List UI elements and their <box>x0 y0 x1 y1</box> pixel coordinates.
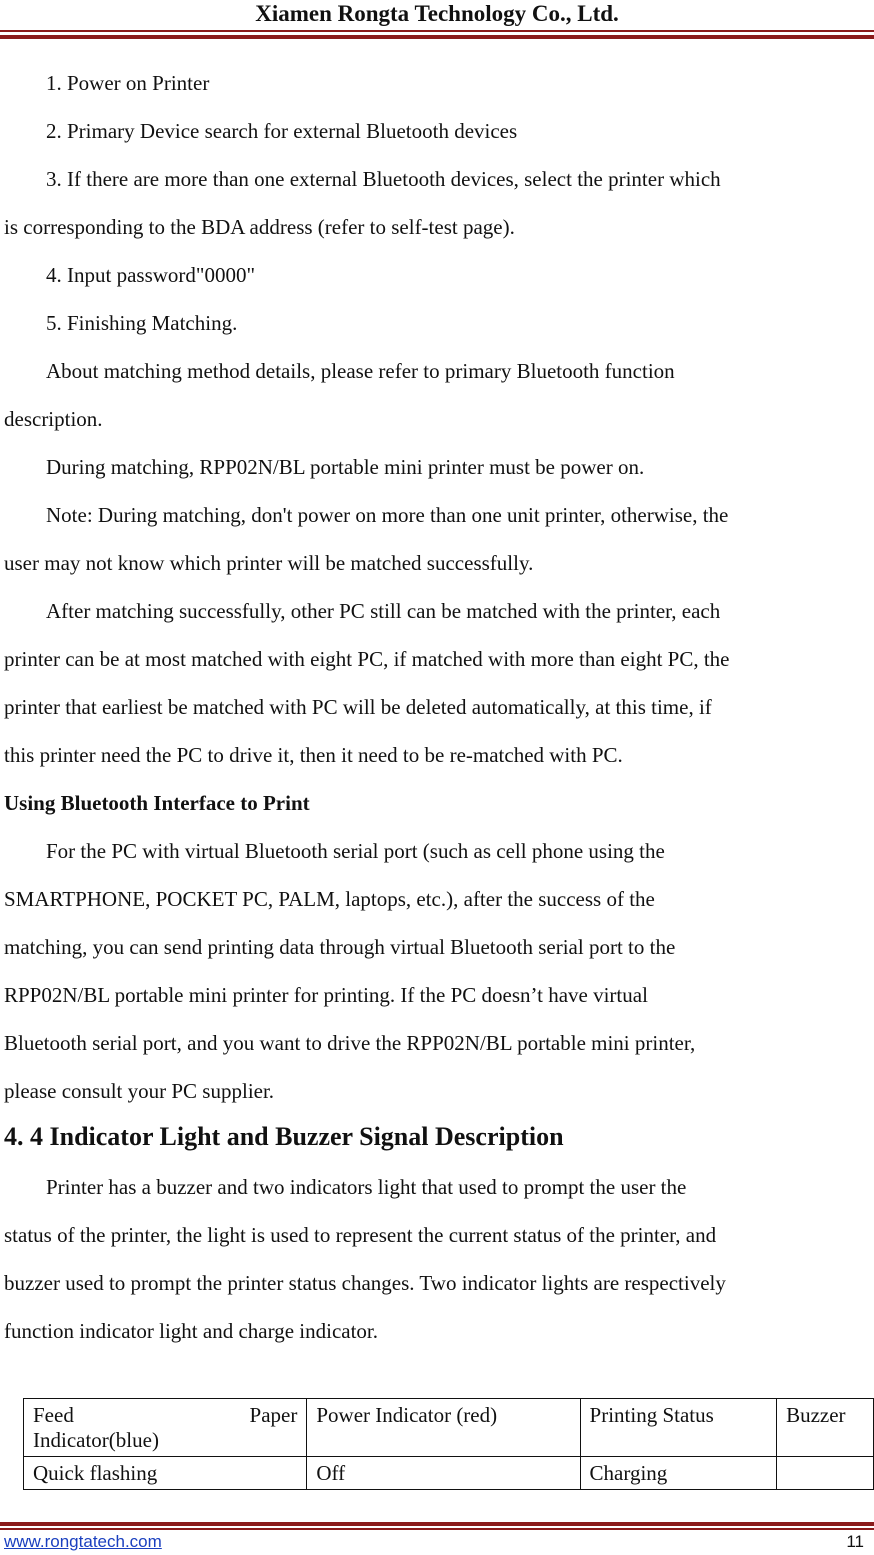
table-cell: Quick flashing <box>24 1457 307 1490</box>
table-row <box>24 1457 874 1490</box>
header-rule-thin <box>0 30 874 32</box>
desc-text-4: function indicator light and charge indicator. <box>4 1319 379 1343</box>
about-text-cont: description. <box>4 407 103 431</box>
pc-text-4: RPP02N/BL portable mini printer for printing. If the PC doesn’t have virtual <box>4 983 648 1007</box>
step-2: 2. Primary Device search for external Bluetooth devices <box>46 119 518 143</box>
table-cell <box>777 1457 874 1490</box>
footer-rule-thin <box>0 1528 874 1530</box>
step-3-cont: is corresponding to the BDA address (refer to self-test page). <box>4 215 515 239</box>
section-heading: 4. 4 Indicator Light and Buzzer Signal Description <box>4 1122 564 1151</box>
subheading: Using Bluetooth Interface to Print <box>4 791 310 815</box>
header-rule-thick <box>0 35 874 39</box>
table-cell: Off <box>307 1457 580 1490</box>
table-header-cell <box>24 1399 307 1457</box>
pc-text-2: SMARTPHONE, POCKET PC, PALM, laptops, etc.), after the success of the <box>4 887 655 911</box>
pc-text-5: Bluetooth serial port, and you want to drive the RPP02N/BL portable mini printer, <box>4 1031 696 1055</box>
after-text-3: printer that earliest be matched with PC will be deleted automatically, at this time, if <box>4 695 712 719</box>
page-number: 11 <box>846 1532 864 1551</box>
desc-text-3: buzzer used to prompt the printer status changes. Two indicator lights are respectively <box>4 1271 726 1295</box>
after-text-4: this printer need the PC to drive it, then it need to be re-matched with PC. <box>4 743 623 767</box>
footer-website-link[interactable]: www.rongtatech.com <box>4 1532 162 1551</box>
table-header-text: Feed <box>33 1403 74 1427</box>
during-text: During matching, RPP02N/BL portable mini printer must be power on. <box>46 455 645 479</box>
step-4: 4. Input password"0000" <box>46 263 256 287</box>
table-header-cell: Buzzer <box>777 1399 874 1457</box>
step-5: 5. Finishing Matching. <box>46 311 238 335</box>
table-cell: Charging <box>580 1457 777 1490</box>
pc-text: For the PC with virtual Bluetooth serial port (such as cell phone using the <box>46 839 665 863</box>
step-1: 1. Power on Printer <box>46 71 210 95</box>
after-text: After matching successfully, other PC still can be matched with the printer, each <box>46 599 721 623</box>
pc-text-3: matching, you can send printing data through virtual Bluetooth serial port to the <box>4 935 676 959</box>
footer-rule-thick <box>0 1522 874 1526</box>
note-text-cont: user may not know which printer will be matched successfully. <box>4 551 534 575</box>
step-3: 3. If there are more than one external Bluetooth devices, select the printer which <box>46 167 721 191</box>
after-text-2: printer can be at most matched with eight PC, if matched with more than eight PC, the <box>4 647 730 671</box>
table-header-cell: Printing Status <box>580 1399 777 1457</box>
page-header-title: Xiamen Rongta Technology Co., Ltd. <box>255 1 619 26</box>
table-header-row <box>24 1399 874 1457</box>
about-text: About matching method details, please refer to primary Bluetooth function <box>46 359 675 383</box>
table-header-text: Indicator(blue) <box>33 1428 159 1452</box>
pc-text-6: please consult your PC supplier. <box>4 1079 275 1103</box>
table-header-cell: Power Indicator (red) <box>307 1399 580 1457</box>
desc-text: Printer has a buzzer and two indicators light that used to prompt the user the <box>46 1175 687 1199</box>
signal-table <box>23 1398 874 1490</box>
table-header-text: Paper <box>249 1403 298 1427</box>
desc-text-2: status of the printer, the light is used to represent the current status of the printer, and <box>4 1223 717 1247</box>
note-text: Note: During matching, don't power on more than one unit printer, otherwise, the <box>46 503 729 527</box>
